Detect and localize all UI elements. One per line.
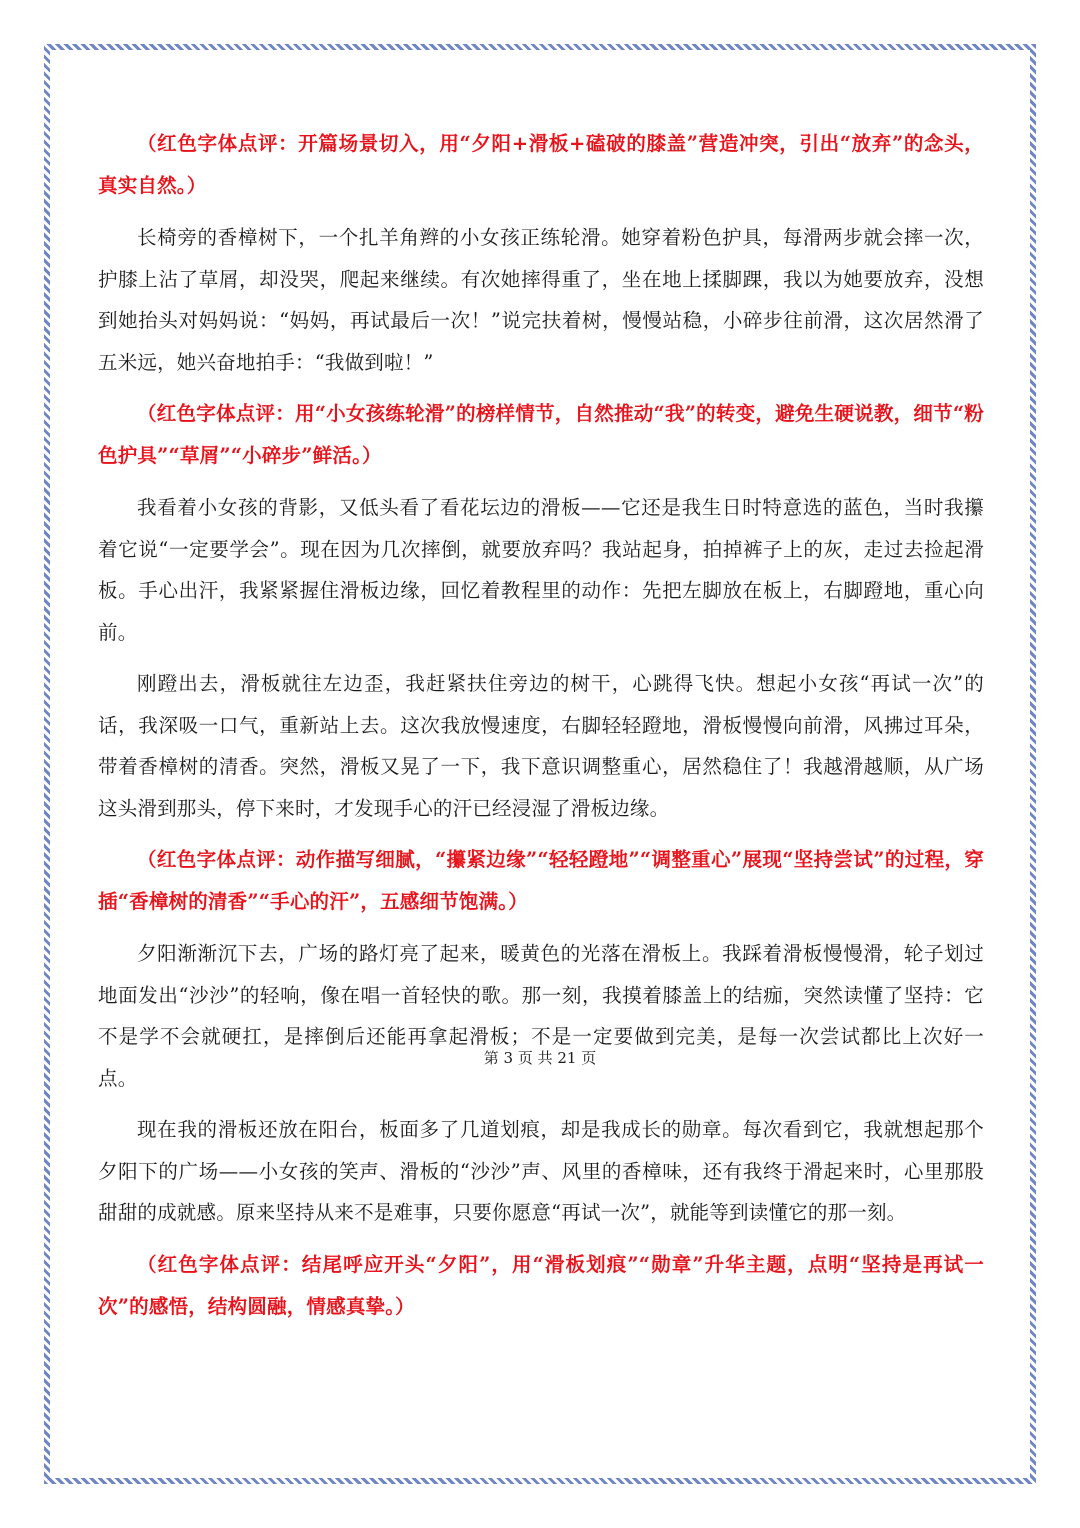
red-comment-3: （红色字体点评：动作描写细腻，“攥紧边缘”“轻轻蹬地”“调整重心”展现“坚持尝试”的过程，穿插“香樟树的清香”“手心的汗”，五感细节饱满。） [98, 848, 984, 913]
paragraph-2: 我看着小女孩的背影，又低头看了看花坛边的滑板——它还是我生日时特意选的蓝色，当时我攥着它说“一定要学会”。现在因为几次摔倒，就要放弃吗？我站起身，拍掉裤子上的灰，走过去捡起滑板。手心出汗，我紧紧握住滑板边缘，回忆着教程里的动作：先把左脚放在板上，右脚蹬地，重心向前。 [98, 496, 984, 644]
paragraph-4: 夕阳渐渐沉下去，广场的路灯亮了起来，暖黄色的光落在滑板上。我踩着滑板慢慢滑，轮子划过地面发出“沙沙”的轻响，像在唱一首轻快的歌。那一刻，我摸着膝盖上的结痂，突然读懂了坚持：它不是学不会就硬扛，是摔倒后还能再拿起滑板；不是一定要做到完美，是每一次尝试都比上次好一点。 [98, 942, 984, 1090]
paragraph-3: 刚蹬出去，滑板就往左边歪，我赶紧扶住旁边的树干，心跳得飞快。想起小女孩“再试一次”的话，我深吸一口气，重新站上去。这次我放慢速度，右脚轻轻蹬地，滑板慢慢向前滑，风拂过耳朵，带着香樟树的清香。突然，滑板又晃了一下，我下意识调整重心，居然稳住了！我越滑越顺，从广场这头滑到那头，停下来时，才发现手心的汗已经浸湿了滑板边缘。 [98, 672, 984, 820]
page-number: 第 3 页 共 21 页 [483, 1049, 597, 1067]
red-comment-1: （红色字体点评：开篇场景切入，用“夕阳+滑板+磕破的膝盖”营造冲突，引出“放弃”的念头，真实自然。） [98, 132, 984, 197]
red-comment-2: （红色字体点评：用“小女孩练轮滑”的榜样情节，自然推动“我”的转变，避免生硬说教，细节“粉色护具”“草屑”“小碎步”鲜活。） [98, 402, 984, 467]
document-body [98, 123, 984, 1328]
paragraph-5: 现在我的滑板还放在阳台，板面多了几道划痕，却是我成长的勋章。每次看到它，我就想起那个夕阳下的广场——小女孩的笑声、滑板的“沙沙”声、风里的香樟味，还有我终于滑起来时，心里那股甜甜的成就感。原来坚持从来不是难事，只要你愿意“再试一次”，就能等到读懂它的那一刻。 [98, 1118, 984, 1224]
red-comment-4: （红色字体点评：结尾呼应开头“夕阳”，用“滑板划痕”“勋章”升华主题，点明“坚持是再试一次”的感悟，结构圆融，情感真挚。） [98, 1252, 984, 1318]
paragraph-1: 长椅旁的香樟树下，一个扎羊角辫的小女孩正练轮滑。她穿着粉色护具，每滑两步就会摔一次，护膝上沾了草屑，却没哭，爬起来继续。有次她摔得重了，坐在地上揉脚踝，我以为她要放弃，没想到她抬头对妈妈说：“妈妈，再试最后一次！”说完扶着树，慢慢站稳，小碎步往前滑，这次居然滑了五米远，她兴奋地拍手：“我做到啦！” [98, 226, 984, 374]
